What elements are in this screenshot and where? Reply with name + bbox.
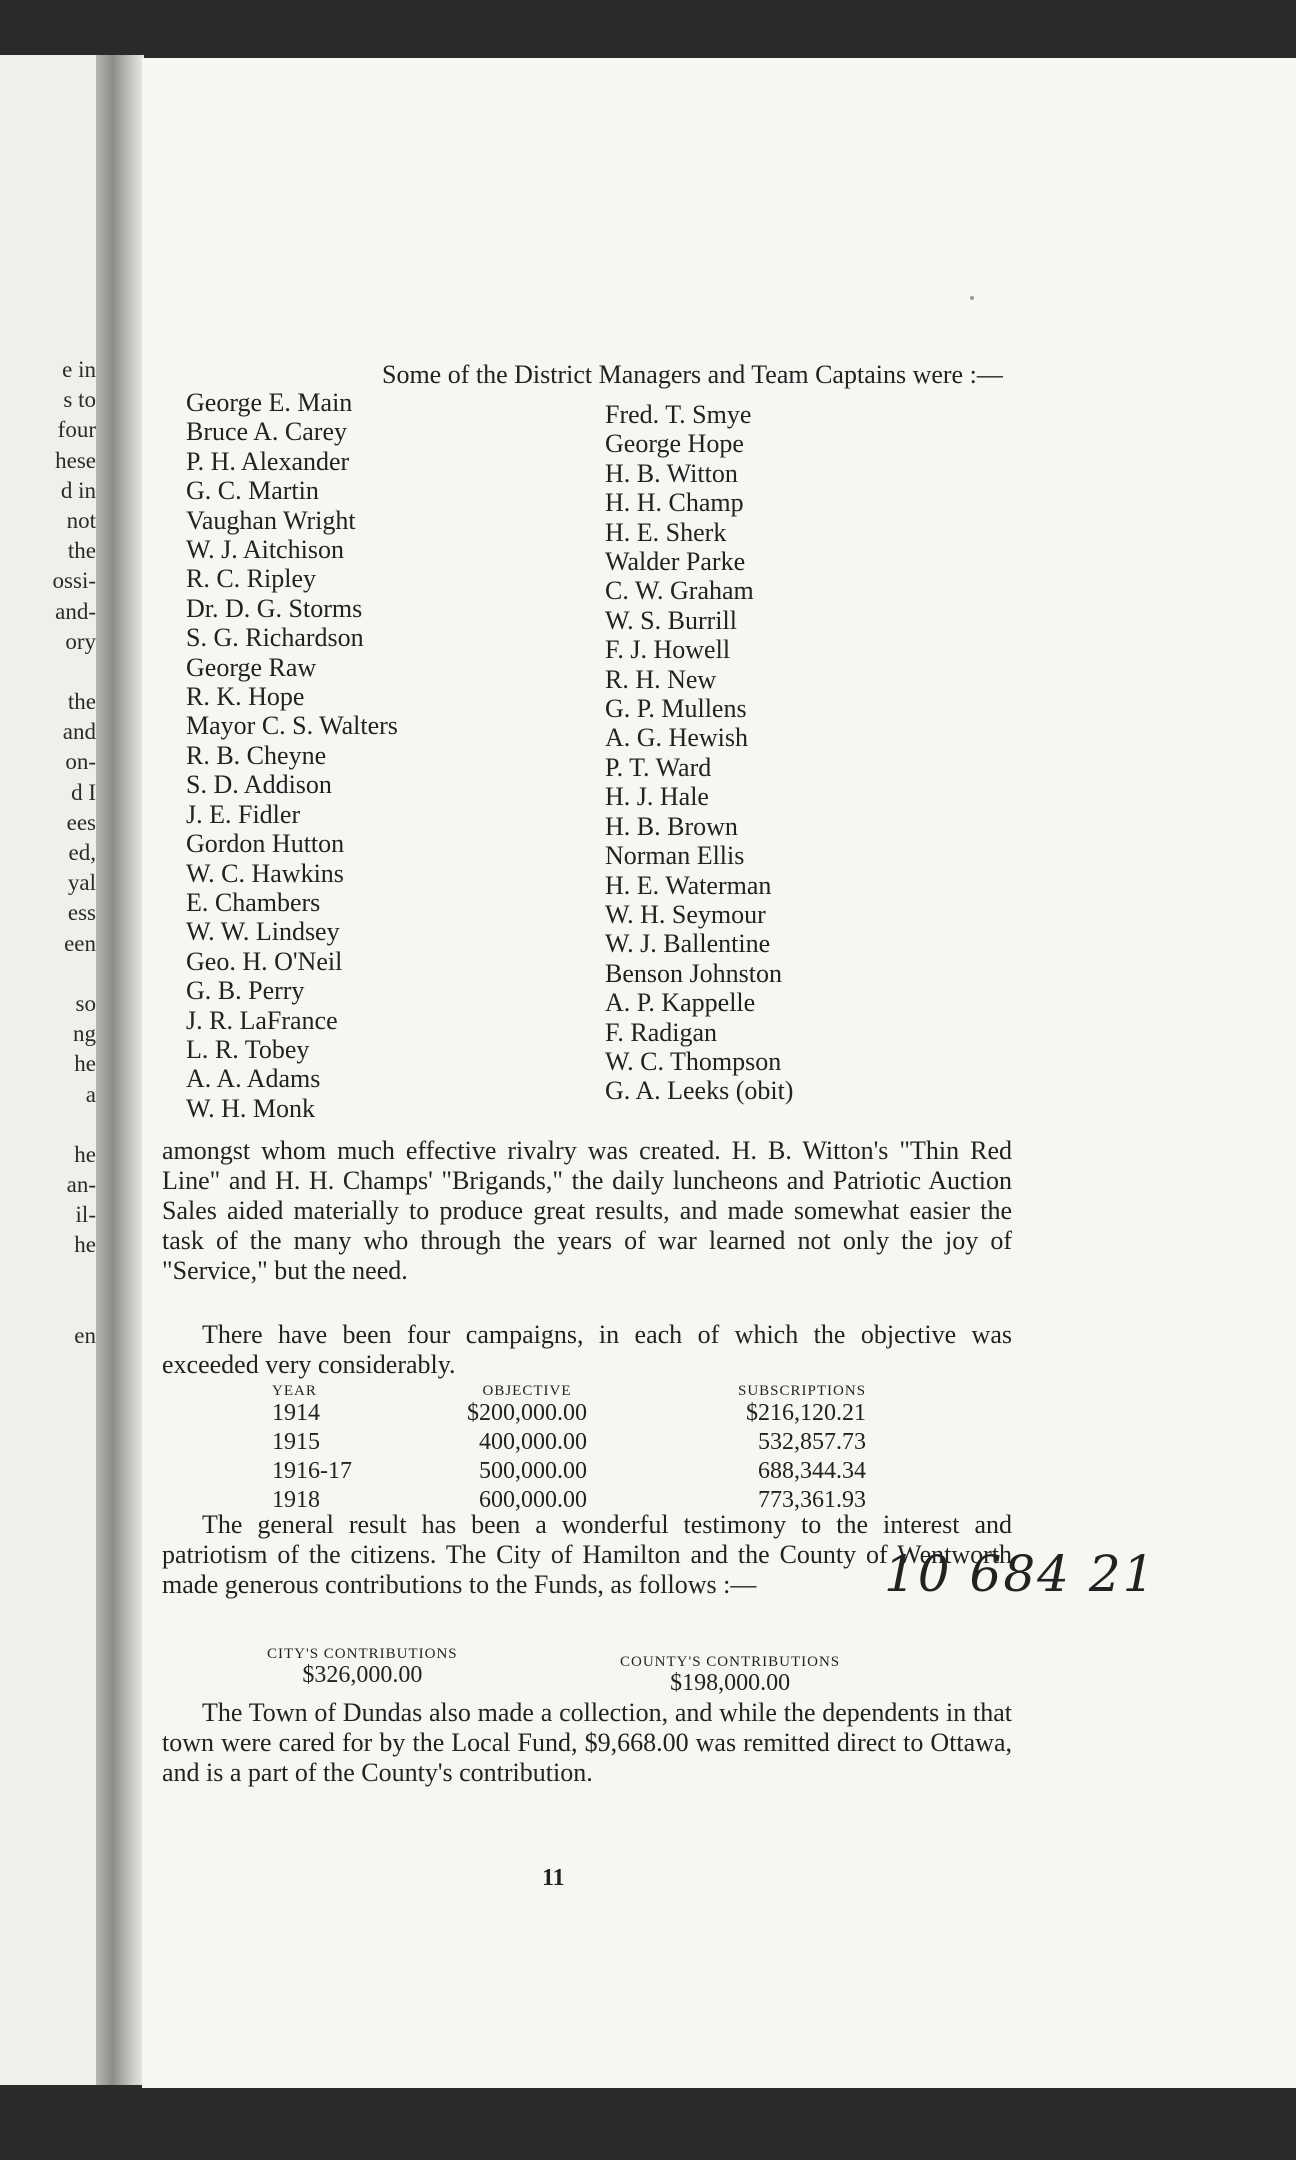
left-page-fragment: he <box>74 1141 96 1167</box>
left-page-fragment: not <box>66 507 96 533</box>
name-entry: H. B. Brown <box>605 811 738 841</box>
left-page-fragment <box>53 1291 96 1321</box>
left-page <box>0 55 100 2085</box>
name-entry: Mayor C. S. Walters <box>186 711 398 741</box>
left-page-fragment: ed, <box>68 840 96 865</box>
speck <box>970 296 974 300</box>
name-entry: L. R. Tobey <box>186 1034 310 1064</box>
paragraph-dundas: The Town of Dundas also made a collection, and while the dependents in that town were cared for by the Local Fund, $9,668.00 was remitted direct to Ottawa, and is a part of the County's contribution. <box>162 1698 1012 1787</box>
name-entry: George Hope <box>605 429 744 459</box>
name-entry: W. J. Aitchison <box>186 535 344 565</box>
name-entry: P. T. Ward <box>605 752 712 782</box>
city-value: $326,000.00 <box>302 1662 423 1688</box>
name-entry: H. E. Sherk <box>605 517 727 547</box>
left-page-fragment: ng <box>73 1021 96 1047</box>
city-contribution <box>267 1646 458 1689</box>
name-entry: Walder Parke <box>605 547 746 577</box>
left-page-fragment: an- <box>66 1172 96 1198</box>
objective-cell: 400,000.00 <box>479 1429 587 1455</box>
name-entry: R. C. Ripley <box>186 564 317 594</box>
name-entry: H. J. Hale <box>605 782 709 812</box>
left-page-fragment: a <box>85 1081 96 1107</box>
left-page-fragment: ess <box>67 900 96 926</box>
left-page-fragment: he <box>74 1232 96 1258</box>
name-entry: G. P. Mullens <box>605 694 747 724</box>
book-gutter <box>96 55 144 2085</box>
left-page-fragment: ees <box>66 809 96 835</box>
left-page-fragment <box>53 959 96 989</box>
name-entry: F. J. Howell <box>605 635 731 665</box>
left-page-fragment: yal <box>67 870 96 896</box>
left-page-fragment: ory <box>65 628 96 654</box>
name-entry: C. W. Graham <box>605 576 754 606</box>
header-subscriptions: SUBSCRIPTIONS <box>738 1383 867 1399</box>
left-page-fragment: on- <box>65 749 96 775</box>
right-page <box>142 58 1296 2088</box>
name-entry: J. E. Fidler <box>186 799 301 829</box>
year-cell: 1915 <box>272 1429 320 1455</box>
name-entry: Geo. H. O'Neil <box>186 946 343 976</box>
subscription-cell: 688,344.34 <box>758 1458 867 1484</box>
paragraph-campaigns: There have been four campaigns, in each of which the objective was exceeded very considerably. <box>162 1320 1012 1379</box>
objective-cell: 500,000.00 <box>479 1458 587 1484</box>
header-year: YEAR <box>272 1383 317 1399</box>
left-page-fragment: so <box>75 990 96 1016</box>
name-entry: W. C. Hawkins <box>186 858 344 888</box>
name-entry: H. B. Witton <box>605 458 738 488</box>
intro-line: Some of the District Managers and Team Captains were :— <box>382 360 1003 389</box>
left-page-fragment <box>53 1261 96 1291</box>
left-page-fragment: een <box>64 930 96 956</box>
left-page-fragment <box>53 1110 96 1140</box>
name-entry: Gordon Hutton <box>186 829 345 859</box>
name-entry: Fred. T. Smye <box>605 400 752 429</box>
left-page-fragment: s to <box>63 387 96 413</box>
left-page-fragment: d I <box>71 779 96 805</box>
subscription-cell: $216,120.21 <box>746 1400 867 1426</box>
objective-cell: 600,000.00 <box>479 1487 587 1513</box>
name-entry: S. G. Richardson <box>186 623 364 653</box>
name-entry: George E. Main <box>186 388 353 417</box>
left-page-fragment: the <box>67 689 96 715</box>
left-page-fragment: e in <box>62 357 96 382</box>
year-cell: 1918 <box>272 1487 320 1513</box>
paragraph-rivalry: amongst whom much effective rivalry was created. H. B. Witton's "Thin Red Line" and H. H. Champs' "Brigands," the daily luncheons and Patriotic Auction Sales aided materially to produce great results, and made somewhat easier the task of the many who through the years of war learned not only the joy of "Service," but the need. <box>162 1136 1012 1285</box>
name-entry: A. A. Adams <box>186 1064 321 1094</box>
name-entry: G. C. Martin <box>186 476 319 506</box>
left-page-fragment: four <box>57 417 96 443</box>
name-entry: W. W. Lindsey <box>186 917 340 947</box>
header-objective: OBJECTIVE <box>482 1383 572 1399</box>
left-page-fragment: hese <box>55 447 96 473</box>
objective-cell: $200,000.00 <box>467 1400 587 1426</box>
name-entry: R. B. Cheyne <box>186 740 327 770</box>
name-entry: Benson Johnston <box>605 958 782 988</box>
name-entry: J. R. LaFrance <box>186 1005 338 1035</box>
table-subscriptions-column <box>738 1383 866 1515</box>
name-entry: W. J. Ballentine <box>605 929 771 959</box>
table-objective-column <box>467 1383 587 1515</box>
left-page-fragment: the <box>67 538 96 564</box>
name-entry: H. E. Waterman <box>605 870 772 900</box>
name-entry: E. Chambers <box>186 887 321 917</box>
name-entry: G. B. Perry <box>186 976 305 1006</box>
name-entry: Norman Ellis <box>605 841 745 871</box>
name-entry: H. H. Champ <box>605 488 744 518</box>
name-entry: W. H. Seymour <box>605 899 766 929</box>
left-page-text-fragments <box>53 355 96 1351</box>
handwritten-total: 10 684 21 <box>884 1545 1157 1603</box>
name-entry: P. H. Alexander <box>186 446 350 476</box>
subscription-cell: 532,857.73 <box>758 1429 867 1455</box>
page-number: 11 <box>542 1865 565 1891</box>
name-entry: Vaughan Wright <box>186 505 356 535</box>
name-entry: Dr. D. G. Storms <box>186 593 363 623</box>
left-page-fragment <box>53 657 96 687</box>
name-entry: G. A. Leeks (obit) <box>605 1076 794 1106</box>
name-entry: R. K. Hope <box>186 682 305 712</box>
city-label: CITY'S CONTRIBUTIONS <box>267 1646 458 1662</box>
left-page-fragment: and- <box>55 598 96 624</box>
name-entry: S. D. Addison <box>186 770 332 800</box>
names-left-column <box>186 388 398 1123</box>
county-contribution <box>620 1654 840 1697</box>
left-page-fragment: d in <box>60 477 96 503</box>
subscription-cell: 773,361.93 <box>758 1487 867 1513</box>
name-entry: George Raw <box>186 652 317 682</box>
name-entry: W. H. Monk <box>186 1093 316 1123</box>
left-page-fragment: il- <box>75 1202 96 1228</box>
name-entry: W. S. Burrill <box>605 605 737 635</box>
left-page-fragment: and <box>62 719 96 745</box>
name-entry: A. G. Hewish <box>605 723 748 753</box>
name-entry: R. H. New <box>605 664 717 694</box>
name-entry: A. P. Kappelle <box>605 988 756 1018</box>
names-right-column <box>605 400 793 1106</box>
county-value: $198,000.00 <box>670 1670 791 1696</box>
paragraph-general-result: The general result has been a wonderful testimony to the interest and patriotism of the citizens. The City of Hamilton and the County of Wentworth made generous contributions to the Funds, as follows :— <box>162 1510 1012 1599</box>
table-year-column <box>272 1383 352 1515</box>
name-entry: W. C. Thompson <box>605 1046 782 1076</box>
left-page-fragment: en <box>74 1323 96 1348</box>
name-entry: F. Radigan <box>605 1017 718 1047</box>
year-cell: 1914 <box>272 1400 320 1426</box>
left-page-fragment: ossi- <box>52 568 96 594</box>
left-page-fragment: he <box>74 1051 96 1077</box>
year-cell: 1916-17 <box>272 1458 352 1484</box>
name-entry: Bruce A. Carey <box>186 417 348 447</box>
county-label: COUNTY'S CONTRIBUTIONS <box>620 1654 841 1670</box>
